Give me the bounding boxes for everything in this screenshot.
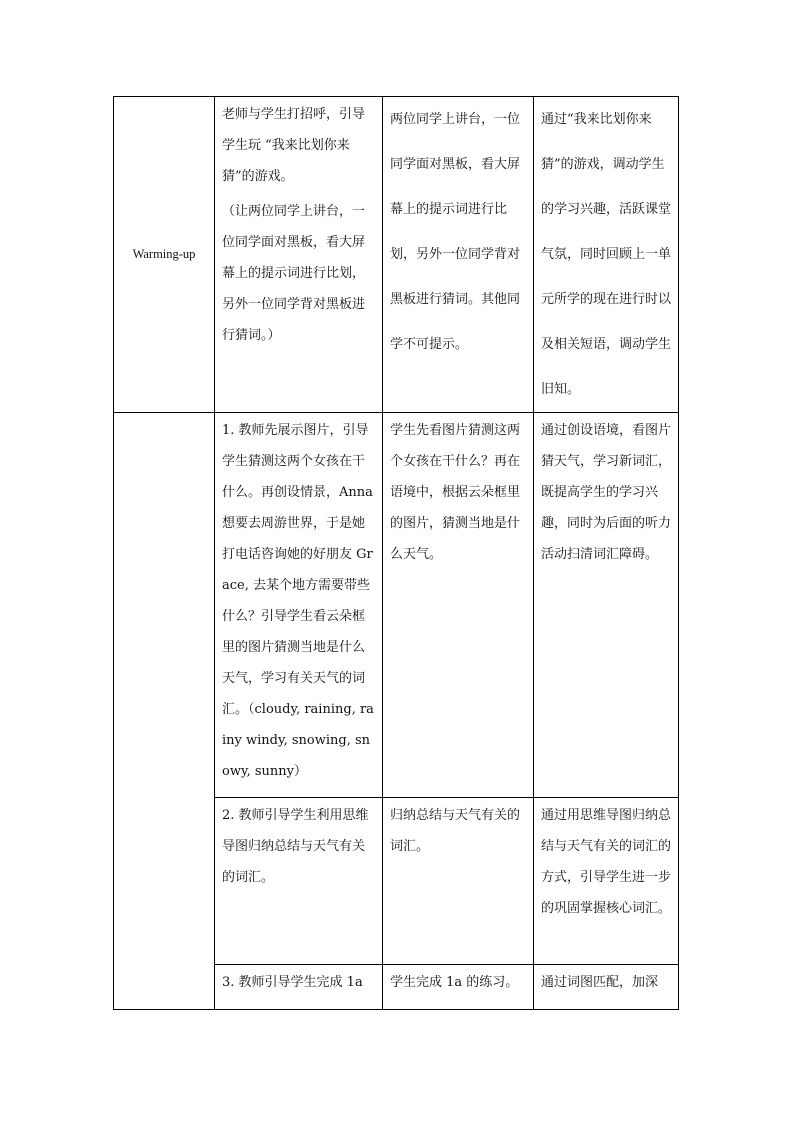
teacher-activity-text: 老师与学生打招呼，引导学生玩 “我来比划你来猜”的游戏。 bbox=[222, 107, 366, 184]
design-purpose-text: 通过创设语境，看图片猜天气，学习新词汇，既提高学生的学习兴趣，同时为后面的听力活动扫清词汇障碍。 bbox=[541, 423, 672, 562]
student-activity-cell bbox=[383, 97, 534, 413]
student-activity-text: 两位同学上讲台，一位同学面对黑板，看大屏幕上的提示词进行比划，另外一位同学背对黑板进行猜词。其他同学不可提示。 bbox=[390, 112, 521, 352]
student-activity-text: 归纳总结与天气有关的词汇。 bbox=[390, 808, 521, 854]
teacher-activity-text: 3. 教师引导学生完成 1a bbox=[222, 975, 363, 990]
stage-label: Warming-up bbox=[132, 247, 196, 261]
stage-cell-presentation bbox=[114, 413, 215, 1010]
design-purpose-cell bbox=[534, 413, 679, 798]
student-activity-text: 学生完成 1a 的练习。 bbox=[390, 975, 519, 990]
design-purpose-text: 通过“我来比划你来猜”的游戏，调动学生的学习兴趣，活跃课堂气氛，同时回顾上一单元所学的现在进行时以及相关短语，调动学生旧知。 bbox=[541, 112, 672, 397]
lesson-plan-table bbox=[113, 96, 679, 1010]
teacher-activity-note: （让两位同学上讲台，一位同学面对黑板，看大屏幕上的提示词进行比划，另外一位同学背对黑板进行猜词。） bbox=[222, 204, 366, 343]
teacher-activity-text: 2. 教师引导学生利用思维导图归纳总结与天气有关的词汇。 bbox=[222, 808, 369, 885]
student-activity-cell bbox=[383, 413, 534, 798]
teacher-activity-text: 1. 教师先展示图片，引导学生猜测这两个女孩在干什么。再创设情景，Anna 想要去周游世界，于是她打电话咨询她的好朋友 Grace, 去某个地方需要带些什么？引导学生看云朵框里的图片猜测当地是什么天气，学习有关天气的词汇。（cloudy, raining, rainy windy, snowing, snowy, sunny） bbox=[222, 423, 374, 779]
design-purpose-text: 通过词图匹配，加深 bbox=[541, 975, 659, 990]
design-purpose-cell bbox=[534, 798, 679, 965]
teacher-activity-cell bbox=[215, 97, 383, 413]
stage-cell-warming-up bbox=[114, 97, 215, 413]
design-purpose-text: 通过用思维导图归纳总结与天气有关的词汇的方式，引导学生进一步的巩固掌握核心词汇。 bbox=[541, 808, 672, 916]
table-row-step-1 bbox=[114, 413, 679, 798]
teacher-activity-cell bbox=[215, 798, 383, 965]
student-activity-text: 学生先看图片猜测这两个女孩在干什么？再在语境中，根据云朵框里的图片，猜测当地是什么天气。 bbox=[390, 423, 521, 562]
student-activity-cell bbox=[383, 965, 534, 1010]
student-activity-cell bbox=[383, 798, 534, 965]
design-purpose-cell bbox=[534, 965, 679, 1010]
teacher-activity-cell bbox=[215, 413, 383, 798]
table-row-warming-up bbox=[114, 97, 679, 413]
design-purpose-cell bbox=[534, 97, 679, 413]
teacher-activity-cell bbox=[215, 965, 383, 1010]
